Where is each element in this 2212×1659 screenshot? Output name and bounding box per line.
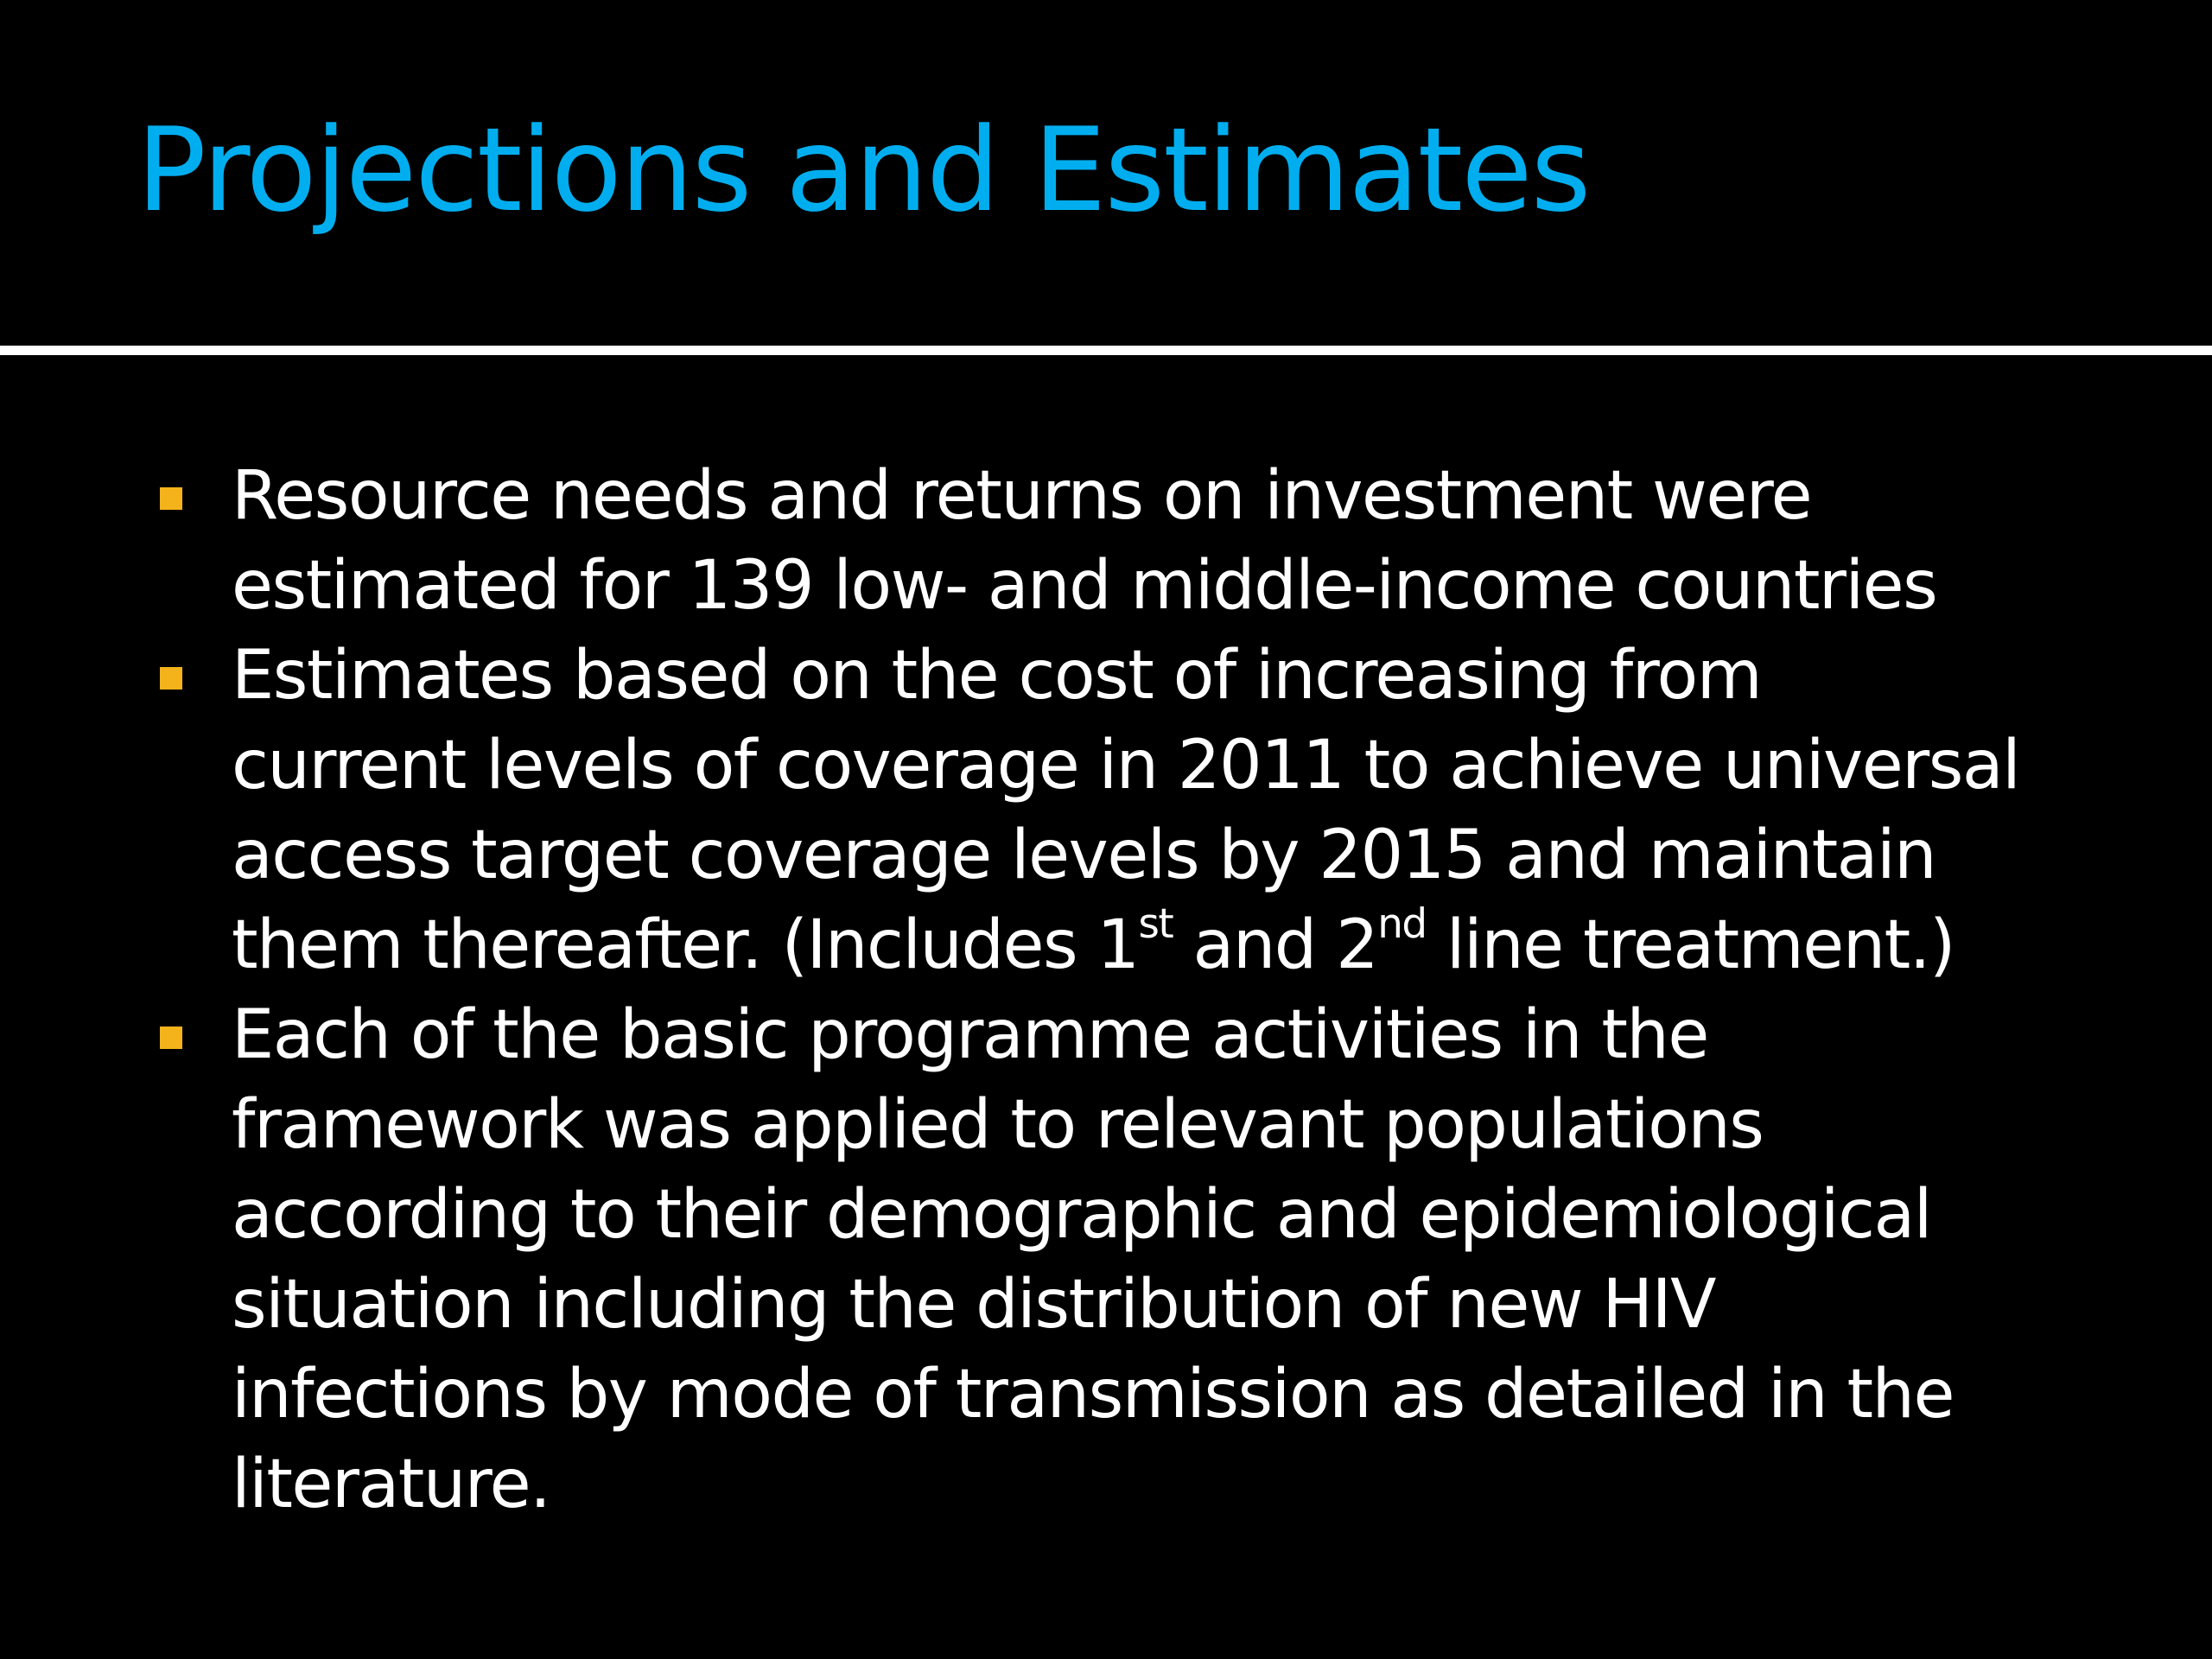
bullet-text-line: infections by mode of transmission as detailed in the xyxy=(232,1356,1954,1433)
bullet-text-line: access target coverage levels by 2015 and maintain xyxy=(232,817,1936,894)
square-bullet-icon xyxy=(160,487,182,510)
text-fragment: and 2 xyxy=(1173,906,1378,984)
bullet-text-line: situation including the distribution of new HIV xyxy=(232,1266,1715,1344)
bullet-item-3 xyxy=(156,990,2143,1529)
bullet-text-line: according to their demographic and epidemiological xyxy=(232,1176,1931,1254)
bullet-text-line: Resource needs and returns on investment were xyxy=(232,457,1812,535)
bullet-item-1 xyxy=(156,451,2143,631)
text-fragment: line treatment.) xyxy=(1426,906,1955,984)
bullet-item-2 xyxy=(156,631,2143,990)
bullet-text-line: Each of the basic programme activities in the xyxy=(232,996,1708,1074)
title-divider xyxy=(0,346,2212,355)
bullet-list xyxy=(156,451,2143,1529)
slide-title: Projections and Estimates xyxy=(137,103,1590,238)
square-bullet-icon xyxy=(160,1027,182,1049)
ordinal-suffix: st xyxy=(1138,900,1173,948)
bullet-text-line-with-superscripts xyxy=(232,900,2143,990)
bullet-text-line: framework was applied to relevant populations xyxy=(232,1086,1764,1164)
ordinal-suffix: nd xyxy=(1377,900,1427,948)
text-fragment: them thereafter. (Includes 1 xyxy=(232,906,1139,984)
square-bullet-icon xyxy=(160,667,182,690)
bullet-text-line: Estimates based on the cost of increasing from xyxy=(232,637,1762,715)
bullet-text-line: estimated for 139 low- and middle-income countries xyxy=(232,547,1937,625)
bullet-text-line: literature. xyxy=(232,1446,550,1523)
bullet-text-line: current levels of coverage in 2011 to achieve universal xyxy=(232,727,2020,804)
